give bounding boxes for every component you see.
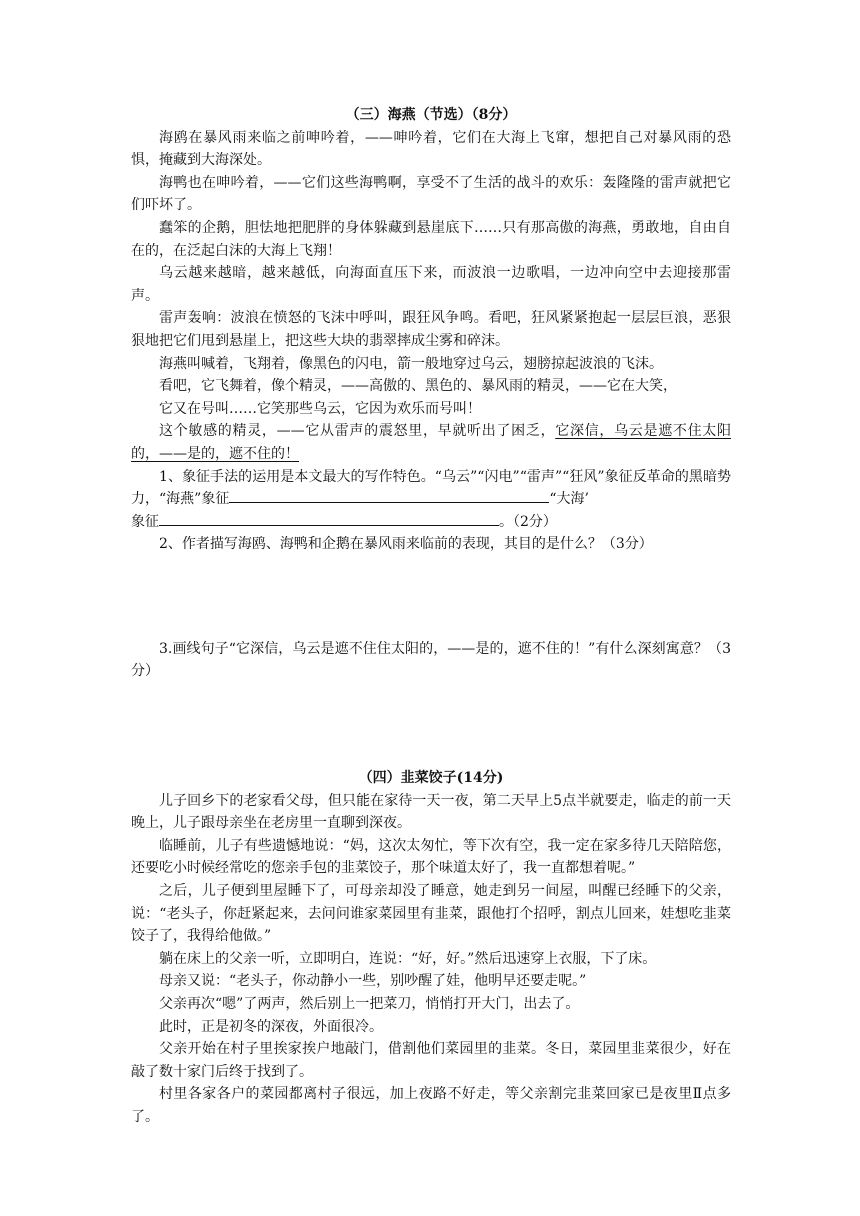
s3-paragraph-9-text: 这个敏感的精灵，——它从雷声的震怒里，早就听出了困乏， <box>159 423 556 440</box>
question-1-text-3: 象征 <box>131 513 159 530</box>
s4-paragraph-5: 母亲又说：“老头子，你动静小一些，别吵醒了娃，他明早还要走呢。” <box>159 973 587 990</box>
s3-paragraph-3: 蠢笨的企鹅，胆怯地把肥胖的身体躲藏到悬崖底下……只有那高傲的海燕，勇敢地，自由自在的，在泛起白沫的大海上飞翔！ <box>131 219 731 259</box>
question-1 <box>131 466 731 511</box>
s4-paragraph-8: 父亲开始在村子里挨家挨户地敲门，借割他们菜园里的韭菜。冬日，菜园里韭菜很少，好在敲了数十家门后终于找到了。 <box>131 1041 731 1080</box>
s4-paragraph-7: 此时，正是初冬的深夜，外面很冷。 <box>159 1018 383 1035</box>
s4-paragraph-9: 村里各家各户的菜园都离村子很远，加上夜路不好走，等父亲割完韭菜回家已是夜里Ⅱ点多了。 <box>131 1086 731 1125</box>
s3-paragraph-8: 它又在号叫……它笑那些乌云，它因为欢乐而号叫！ <box>159 400 481 417</box>
question-1-text: 1、象征手法的运用是本文最大的写作特色。“乌云”“闪电”“雷声”“狂风”象征反革命的黑暗势力，“海燕”象征 <box>131 468 731 508</box>
s3-paragraph-9 <box>131 420 731 465</box>
question-1-text-2: “大海’ <box>549 491 589 508</box>
question-3: 3.画线句子“它深信，乌云是遮不住住太阳的，——是的，遮不住的！”有什么深刻寓意？（3分） <box>131 640 731 680</box>
s3-paragraph-6: 海燕叫喊着，飞翔着，像黑色的闪电，箭一般地穿过乌云，翅膀掠起波浪的飞沫。 <box>159 355 663 372</box>
document-body <box>131 104 731 1129</box>
s3-paragraph-2: 海鸭也在呻吟着，——它们这些海鸭啊，享受不了生活的战斗的欢乐：轰隆隆的雷声就把它们吓坏了。 <box>131 174 731 214</box>
s4-paragraph-1: 儿子回乡下的老家看父母，但只能在家待一天一夜，第二天早上5点半就要走，临走的前一天晚上，儿子跟母亲坐在老房里一直聊到深夜。 <box>131 792 731 832</box>
answer-blank-2[interactable] <box>159 511 499 526</box>
section-3-title: （三）海燕（节选）（8分） <box>345 107 517 123</box>
s4-paragraph-3: 之后，儿子便到里屋睡下了，可母亲却没了睡意，她走到另一间屋，叫醒已经睡下的父亲，说：“老头子，你赶紧起来，去问问谁家菜园里有韭菜，跟他打个招呼，割点儿回来，娃想吃韭菜饺子了，我得给他做。” <box>131 883 731 945</box>
s3-paragraph-4: 乌云越来越暗，越来越低，向海面直压下来，而波浪一边歌唱，一边冲向空中去迎接那雷声。 <box>131 265 731 304</box>
s3-paragraph-1: 海鸥在暴风雨来临之前呻吟着，——呻吟着，它们在大海上飞窜，想把自己对暴风雨的恐惧，掩藏到大海深处。 <box>131 129 731 169</box>
s4-paragraph-2: 临睡前，儿子有些遗憾地说：“妈，这次太匆忙，等下次有空，我一定在家多待几天陪陪您，还要吃小时候经常吃的您亲手包的韭菜饺子，那个味道太好了，我一直都想着呢。” <box>131 837 731 877</box>
question-1-score: 。（2分） <box>499 513 557 530</box>
answer-space-q3[interactable] <box>131 683 731 767</box>
s3-paragraph-5: 雷声轰响：波浪在愤怒的飞沫中呼叫，跟狂风争鸣。看吧，狂风紧紧抱起一层层巨浪，恶狠狠地把它们甩到悬崖上，把这些大块的翡翠摔成尘雾和碎沫。 <box>131 310 731 349</box>
question-1-cont <box>131 511 731 534</box>
question-2: 2、作者描写海鸥、海鸭和企鹅在暴风雨来临前的表现，其目的是什么？（3分） <box>159 536 653 553</box>
s3-paragraph-7: 看吧，它飞舞着，像个精灵，——高傲的、黑色的、暴风雨的精灵，——它在大笑， <box>159 378 677 395</box>
s4-paragraph-4: 躺在床上的父亲一听，立即明白，连说：“好，好。”然后迅速穿上衣服，下了床。 <box>159 950 657 967</box>
section-4-title: （四）韭菜饺子(14分) <box>358 770 504 787</box>
answer-space-q2[interactable] <box>131 556 731 638</box>
answer-blank-1[interactable] <box>229 488 549 503</box>
underlined-sentence: 它深信，乌云是遮不住太阳的，——是的，遮不住的！ <box>131 423 732 462</box>
s4-paragraph-6: 父亲再次“嗯”了两声，然后别上一把菜刀，悄悄打开大门，出去了。 <box>159 996 580 1012</box>
